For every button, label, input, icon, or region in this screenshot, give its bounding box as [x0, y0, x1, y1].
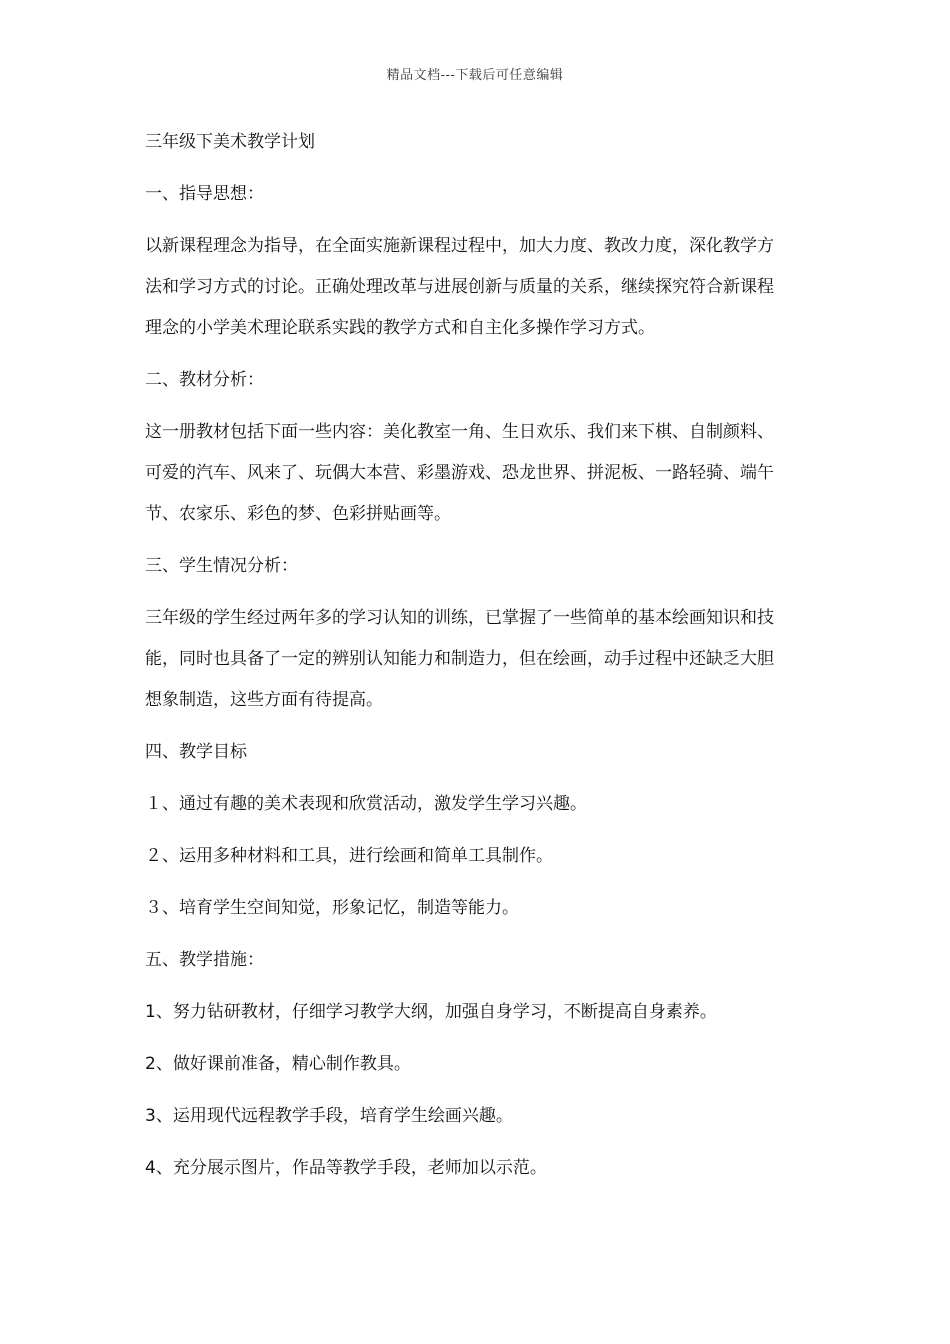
- paragraph-line: 以新课程理念为指导，在全面实施新课程过程中，加大力度、教改力度，深化教学方: [145, 236, 774, 256]
- document-body: [145, 122, 801, 1189]
- list-item: ２、运用多种材料和工具，进行绘画和简单工具制作。: [145, 846, 553, 866]
- list-item: ３、培育学生空间知觉，形象记忆，制造等能力。: [145, 898, 519, 918]
- page-header-watermark: 精品文档---下载后可任意编辑: [386, 68, 564, 83]
- list-item: 2、做好课前准备，精心制作教具。: [145, 1054, 411, 1074]
- list-item: 4、充分展示图片，作品等教学手段，老师加以示范。: [145, 1158, 547, 1178]
- paragraph-line: 可爱的汽车、风来了、玩偶大本营、彩墨游戏、恐龙世界、拼泥板、一路轻骑、端午: [145, 463, 774, 483]
- paragraph-line: 法和学习方式的讨论。正确处理改革与进展创新与质量的关系，继续探究符合新课程: [145, 277, 774, 297]
- paragraph-line: 能，同时也具备了一定的辨别认知能力和制造力，但在绘画，动手过程中还缺乏大胆: [145, 649, 774, 669]
- section-heading-teaching-goals: 四、教学目标: [145, 742, 247, 762]
- section-heading-teaching-measures: 五、教学措施：: [145, 950, 264, 970]
- paragraph-line: 这一册教材包括下面一些内容：美化教室一角、生日欢乐、我们来下棋、自制颜料、: [145, 422, 774, 442]
- list-item: 1、努力钻研教材，仔细学习教学大纲，加强自身学习，不断提高自身素养。: [145, 1002, 717, 1022]
- section-heading-student-analysis: 三、学生情况分析：: [145, 556, 298, 576]
- paragraph-line: 想象制造，这些方面有待提高。: [145, 690, 383, 710]
- paragraph-line: 理念的小学美术理论联系实践的教学方式和自主化多操作学习方式。: [145, 318, 655, 338]
- document-title: 三年级下美术教学计划: [145, 132, 315, 152]
- paragraph-line: 节、农家乐、彩色的梦、色彩拼贴画等。: [145, 504, 451, 524]
- section-heading-material-analysis: 二、教材分析：: [145, 370, 264, 390]
- paragraph-line: 三年级的学生经过两年多的学习认知的训练，已掌握了一些简单的基本绘画知识和技: [145, 608, 774, 628]
- section-heading-guiding-thought: 一、指导思想：: [145, 184, 264, 204]
- list-item: 3、运用现代远程教学手段，培育学生绘画兴趣。: [145, 1106, 513, 1126]
- list-item: １、通过有趣的美术表现和欣赏活动，激发学生学习兴趣。: [145, 794, 587, 814]
